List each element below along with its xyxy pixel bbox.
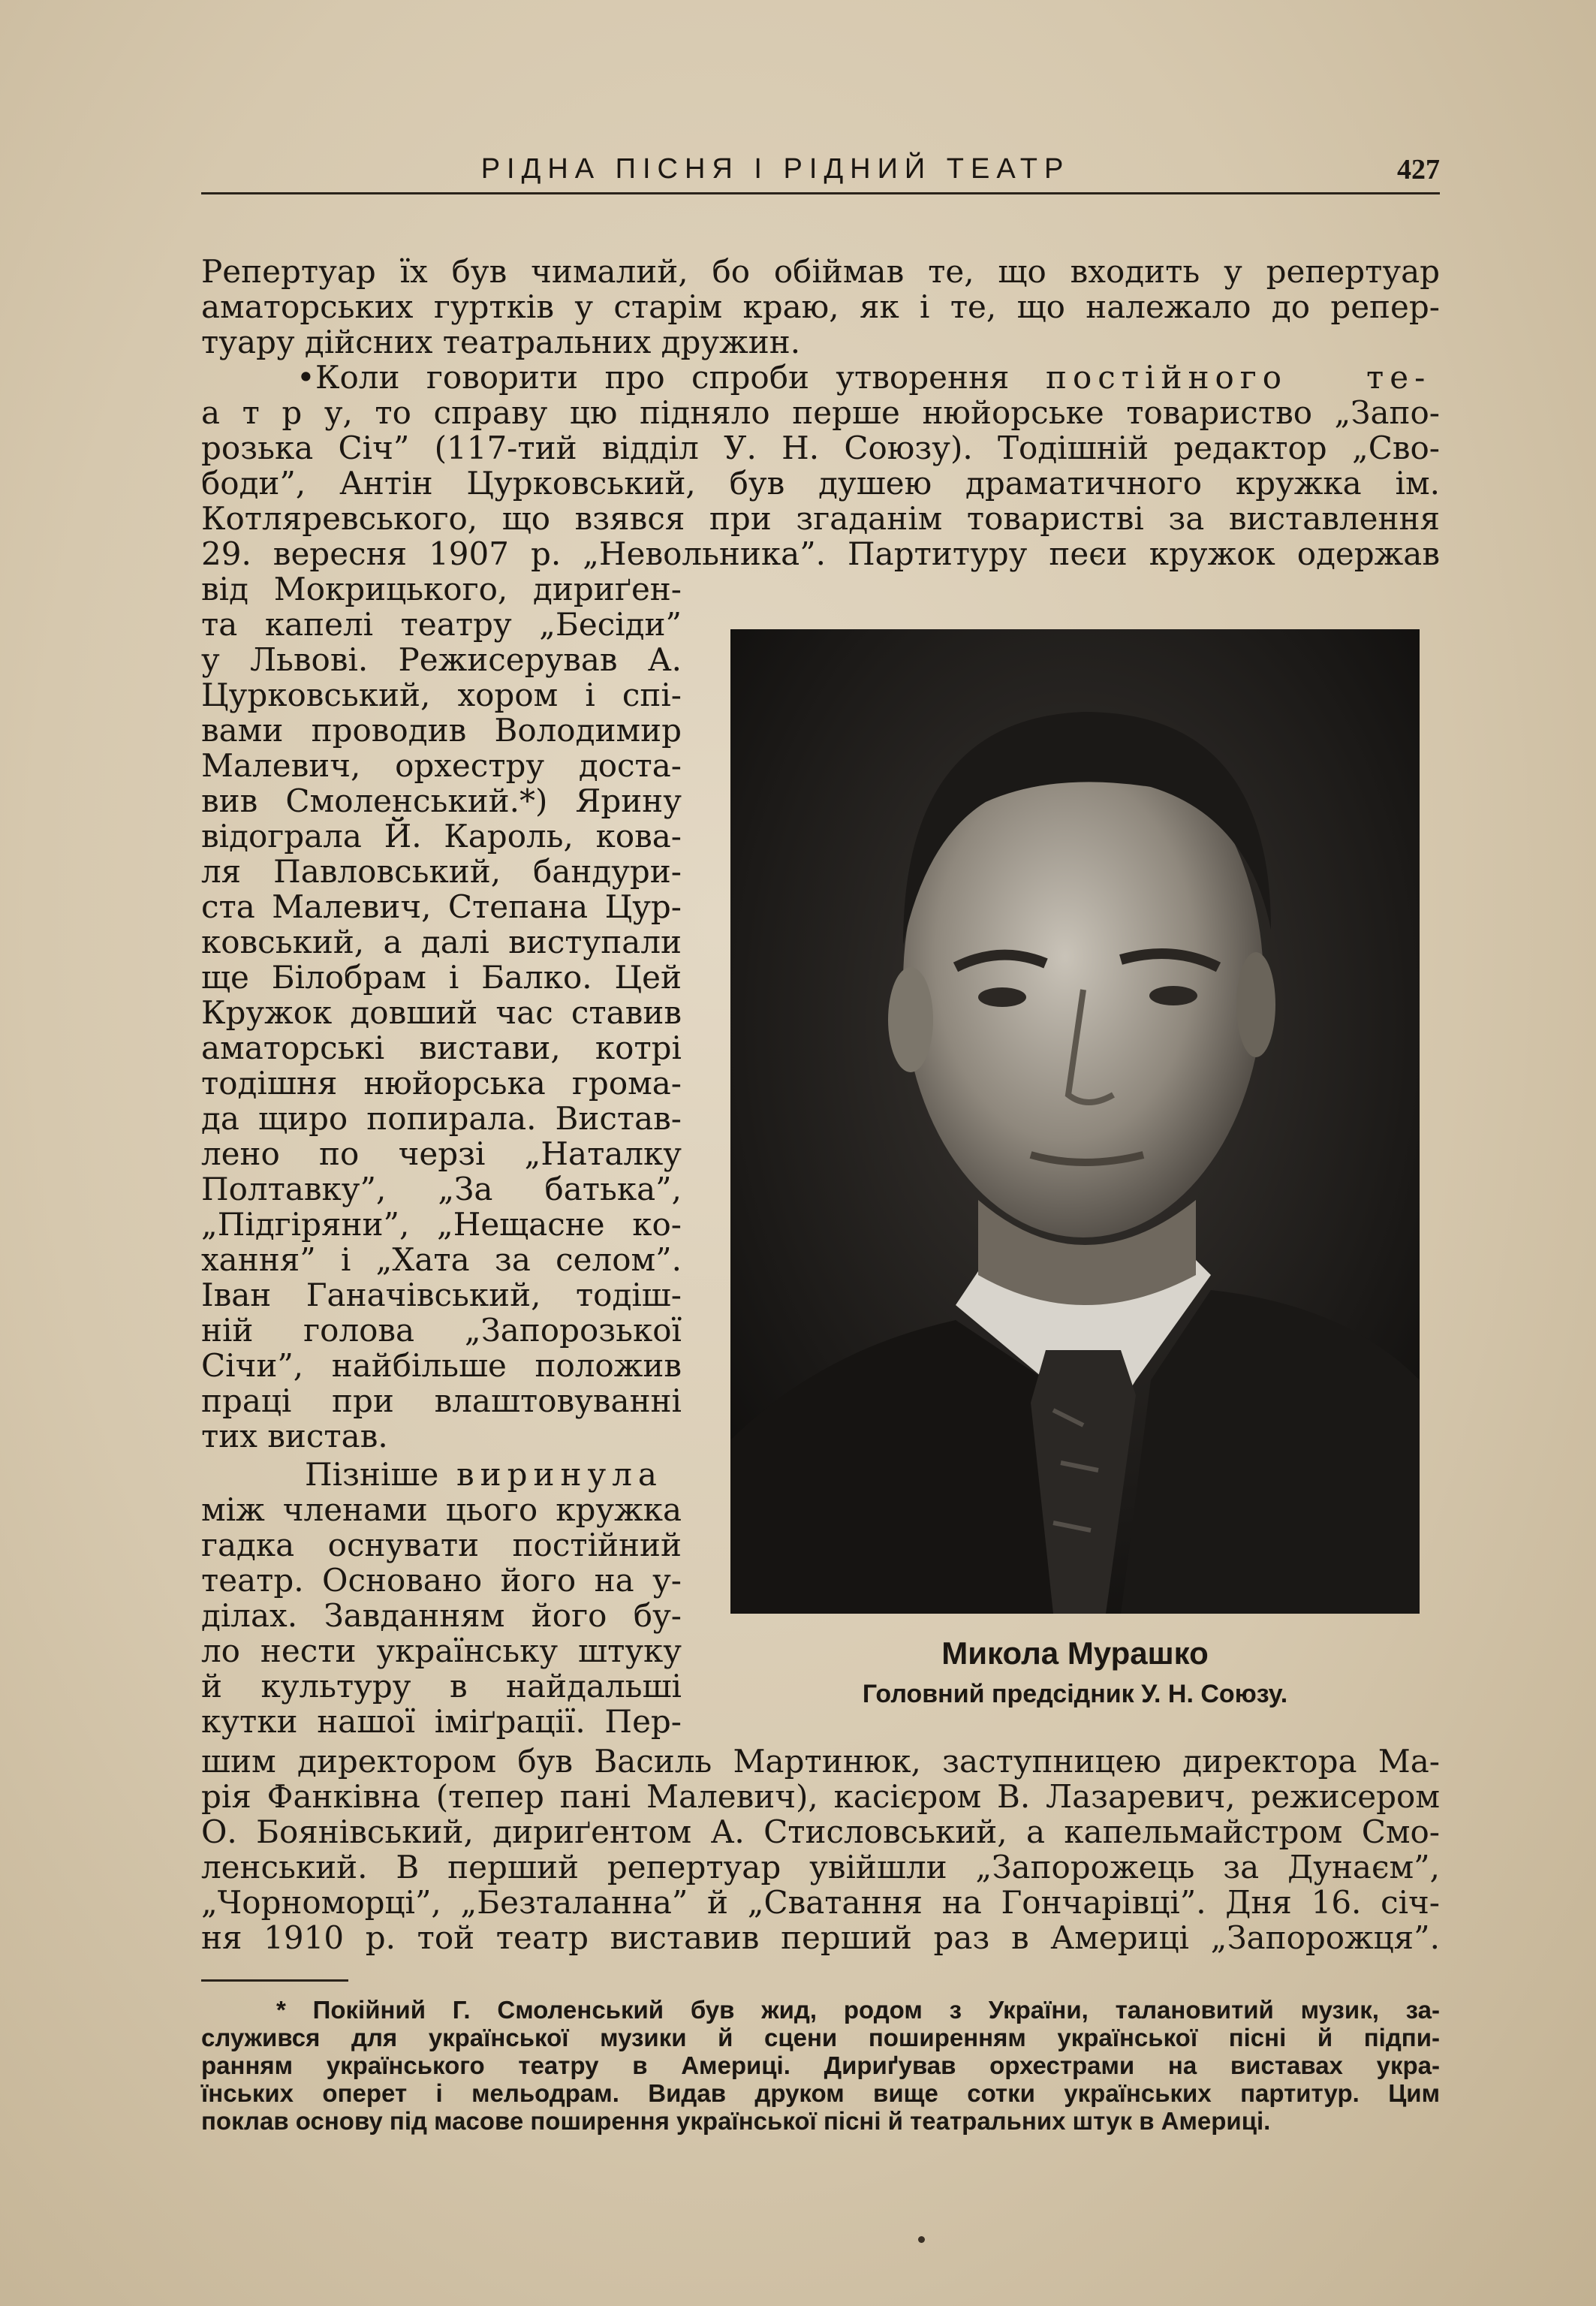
running-header — [201, 150, 1440, 194]
text-line: гадка оснувати постійний — [201, 1527, 682, 1563]
text-line: те- — [1366, 359, 1432, 396]
footnote-line: служився для української музики й сцени поширенням української пісні й підпи- — [201, 2024, 1440, 2051]
running-title: РІДНА ПІСНЯ І РІДНИЙ ТЕАТР — [480, 153, 1071, 185]
text-line: 29. вересня 1907 р. „Невольника”. Партитуру пеєи кружок одержав — [201, 535, 1440, 572]
text-line: ділах. Завданням його бу- — [201, 1597, 682, 1634]
text-line: тодішня нюйорська грома- — [201, 1065, 682, 1102]
text-line: шим директором був Василь Мартинюк, заступницею директора Ма- — [201, 1743, 1440, 1780]
text-line: Кружок довший час ставив — [201, 994, 682, 1031]
text-line: ній голова „Запорозької — [201, 1312, 682, 1349]
text-line: вами проводив Володимир — [201, 712, 682, 749]
text-line: ло нести українську штуку — [201, 1632, 682, 1669]
text-line: вив Смоленський.*) Ярину — [201, 782, 682, 819]
footnote-line: їнських оперет і мельодрам. Видав друком вище сотки українських партитур. Цим — [201, 2079, 1440, 2107]
text-line: та капелі театру „Бесіди” — [201, 606, 682, 643]
text-line: й культуру в найдальші — [201, 1668, 682, 1705]
portrait-image — [730, 629, 1420, 1614]
text-line: між членами цього кружка — [201, 1491, 682, 1528]
photo-caption-role: Головний предсідник У. Н. Союзу. — [862, 1680, 1288, 1708]
text-line: боди”, Антін Цурковський, був душею драматичного кружка ім. — [201, 465, 1440, 502]
text-line: Малевич, орхестру доста- — [201, 747, 682, 784]
text-line: ковський, а далі виступали — [201, 924, 682, 960]
text-line: рія Фанківна (тепер пані Малевич), касієром В. Лазаревич, режисером — [201, 1778, 1440, 1815]
text-line: театр. Основано його на у- — [201, 1562, 682, 1599]
text-line: ще Білобрам і Балко. Цей — [201, 959, 682, 996]
text-line: праці при влаштовуванні — [201, 1382, 682, 1419]
emphasized-word: виринула — [456, 1456, 663, 1493]
text-line: Репертуар їх був чималий, бо обіймав те, що входить у репертуар — [201, 253, 1440, 290]
paragraph-bullet: • — [297, 359, 315, 396]
emphasized-word: постійного — [1046, 359, 1288, 396]
text-line: „Чорноморці”, „Безталанна” й „Сватання на Гончарівці”. Дня 16. січ- — [201, 1884, 1440, 1921]
print-speck — [918, 2236, 925, 2243]
text-line: Пізніше — [305, 1456, 439, 1493]
text-line: туару дійсних театральних дружин. — [201, 324, 801, 360]
page-number: 427 — [1397, 154, 1440, 185]
text-line: ня 1910 р. той театр виставив перший раз в Америці „Запорожця”. — [201, 1919, 1440, 1956]
text-line: у Львові. Режисерував А. — [201, 641, 682, 678]
text-line: лено по черзі „Наталку — [201, 1135, 682, 1172]
text-line: ленський. В перший репертуар увійшли „Запорожець за Дунаєм”, — [201, 1849, 1440, 1885]
text-line: ста Малевич, Степана Цур- — [201, 888, 682, 925]
text-line: хання” і „Хата за селом”. — [201, 1241, 682, 1278]
photo-caption-name: Микола Мурашко — [941, 1635, 1209, 1671]
text-line: да щиро попирала. Вистав- — [201, 1100, 682, 1137]
text-line: Січи”, найбільше положив — [201, 1347, 682, 1384]
text-line: Іван Ганачівський, тодіш- — [201, 1277, 682, 1313]
text-line: кутки нашої іміґрації. Пер- — [201, 1703, 682, 1740]
footnote-line: поклав основу під масове поширення української пісні й театральних штук в Америці. — [201, 2107, 1271, 2135]
footnote-line: * Покійний Г. Смоленський був жид, родом з України, талановитий музик, за- — [276, 1996, 1440, 2024]
text-line: Полтавку”, „За батька”, — [201, 1171, 682, 1207]
footnote-line: ранням українського театру в Америці. Дириґував орхестрами на виставах укра- — [201, 2051, 1440, 2079]
text-line: Котляревського, що взявся при згаданім товаристві за виставлення — [201, 500, 1440, 537]
text-line: від Мокрицького, дириґен- — [201, 571, 682, 607]
text-line: аматорських гуртків у старім краю, як і те, що належало до репер- — [201, 288, 1440, 325]
text-line: Цурковський, хором і спі- — [201, 677, 682, 713]
text-line: а т р у, то справу цю підняло перше нюйорське товариство „Запо- — [201, 394, 1440, 431]
text-line: відограла Й. Кароль, кова- — [201, 818, 682, 855]
text-line: тих вистав. — [201, 1418, 388, 1454]
text-line: Коли говорити про спроби утворення — [315, 359, 1010, 396]
portrait-photo — [730, 629, 1420, 1614]
text-line: „Підгіряни”, „Нещасне ко- — [201, 1206, 682, 1243]
text-line: ля Павловський, бандури- — [201, 853, 682, 890]
text-line: аматорські вистави, котрі — [201, 1029, 682, 1066]
text-line: О. Боянівський, дириґентом А. Стисловський, а капельмайстром Смо- — [201, 1813, 1440, 1850]
text-line: розька Січ” (117-тий відділ У. Н. Союзу). Тодішній редактор „Сво- — [201, 430, 1440, 466]
footnote-rule — [201, 1979, 348, 1982]
